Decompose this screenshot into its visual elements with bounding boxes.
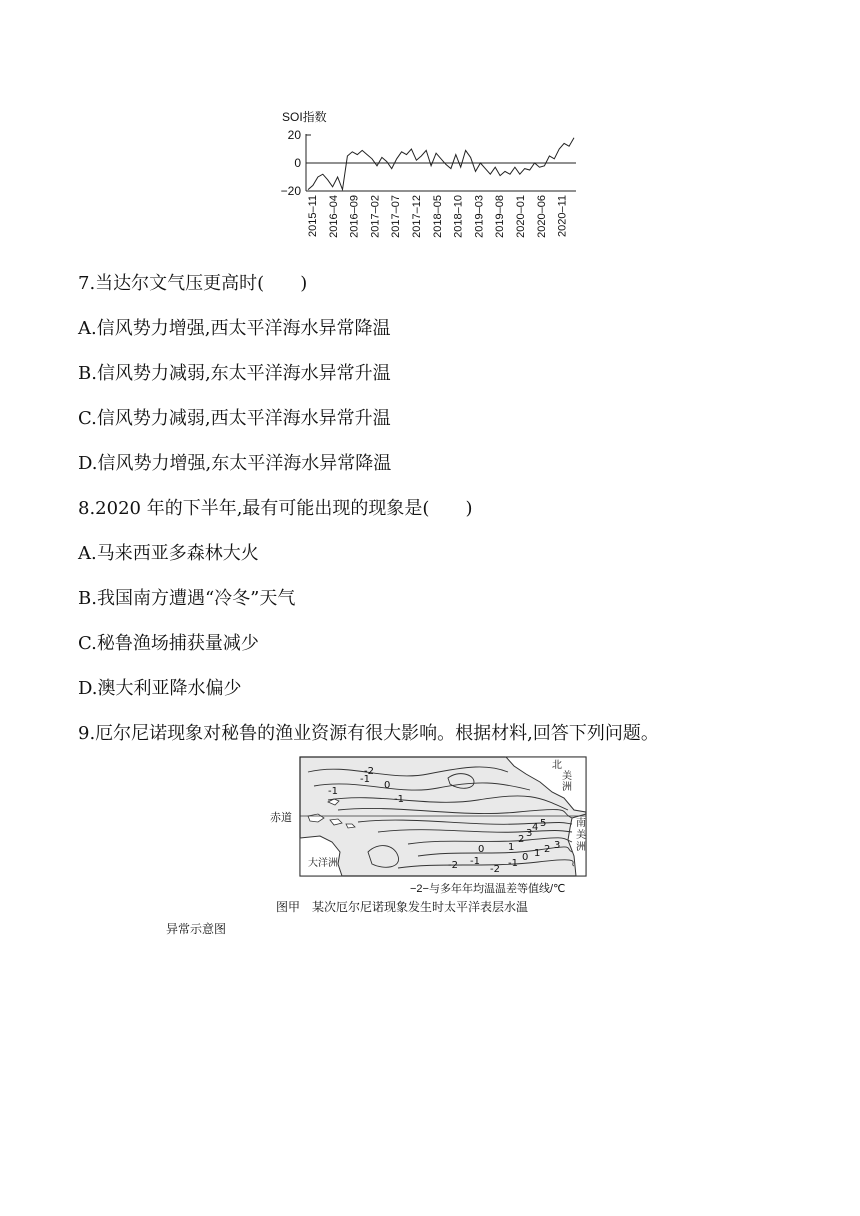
contour-label: -2 [364,766,374,777]
q7-option-a: A.信风势力增强,西太平洋海水异常降温 [78,318,391,339]
q9-stem: 9.厄尔尼诺现象对秘鲁的渔业资源有很大影响。根据材料,回答下列问题。 [78,723,659,744]
contour-label: 2 [518,834,525,845]
map-caption: 图甲 某次厄尔尼诺现象发生时太平洋表层水温 [276,900,529,914]
soi-chart [260,100,600,260]
q7-stem: 7.当达尔文气压更高时( ) [78,273,308,294]
y-tick-label: −20 [280,184,301,198]
contour-label: 1 [534,848,541,859]
continent-label: 南 [576,818,586,829]
contour-label: 3 [554,840,561,851]
continent-label: 北 [552,760,562,771]
soi-series-line [308,138,574,190]
x-tick-label: 2016–09 [348,195,361,238]
contour-label: -1 [328,786,338,797]
continent-label: 美 [576,830,586,841]
y-tick-label: 0 [294,156,301,170]
x-tick-label: 2020–11 [556,195,569,238]
map-caption-continued: 异常示意图 [166,922,227,936]
contour-label: 5 [540,818,547,829]
q8-option-b: B.我国南方遭遇“冷冬”天气 [78,588,296,609]
x-tick-label: 2015–11 [307,195,319,238]
x-tick-labels [307,195,569,238]
q7-option-b: B.信风势力减弱,东太平洋海水异常升温 [78,363,391,384]
map-legend: −2−与多年年均温温差等值线/℃ [410,883,566,895]
x-tick-label: 2018–10 [452,195,465,238]
contour-label: 0 [384,780,391,791]
q7-option-c: C.信风势力减弱,西太平洋海水异常升温 [78,408,391,429]
x-tick-label: 2016–04 [327,195,340,238]
chart-title: SOI指数 [282,110,327,124]
x-tick-label: 2017–07 [390,195,403,238]
continent-label: 洲 [562,782,572,793]
q8-option-d: D.澳大利亚降水偏少 [78,678,242,699]
contour-label: 4 [532,822,539,833]
q8-option-c: C.秘鲁渔场捕获量减少 [78,633,259,654]
q8-option-a: A.马来西亚多森林大火 [78,543,259,564]
contour-label: -1 [360,774,370,785]
x-tick-label: 2018–05 [431,195,444,238]
x-tick-label: 2017–02 [369,195,382,238]
q8-stem: 8.2020 年的下半年,最有可能出现的现象是( ) [78,498,473,519]
contour-label: 2 [544,844,551,855]
contour-label: -1 [394,794,404,805]
contour-label: -2 [448,860,458,871]
soi-series-group [308,138,574,190]
x-tick-label: 2019–03 [473,195,486,238]
x-tick-label: 2020–06 [535,195,548,238]
y-tick-label: 20 [287,128,301,142]
contour-label: 3 [526,828,533,839]
contour-label: -1 [470,856,480,867]
continent-label: 美 [562,771,572,782]
x-tick-label: 2017–12 [411,195,423,238]
q7-option-d: D.信风势力增强,东太平洋海水异常降温 [78,453,392,474]
continent-label: 洲 [576,842,586,853]
contour-label: -1 [508,858,518,869]
contour-label: 0 [478,844,485,855]
contour-label: 1 [508,842,515,853]
contour-label: 0 [522,852,529,863]
x-tick-label: 2020–01 [515,195,527,238]
contour-label: -2 [490,864,500,875]
equator-label: 赤道 [270,811,292,824]
oceania-label: 大洋洲 [308,858,338,869]
x-tick-label: 2019–08 [494,195,507,238]
sst-anomaly-map [268,752,592,886]
